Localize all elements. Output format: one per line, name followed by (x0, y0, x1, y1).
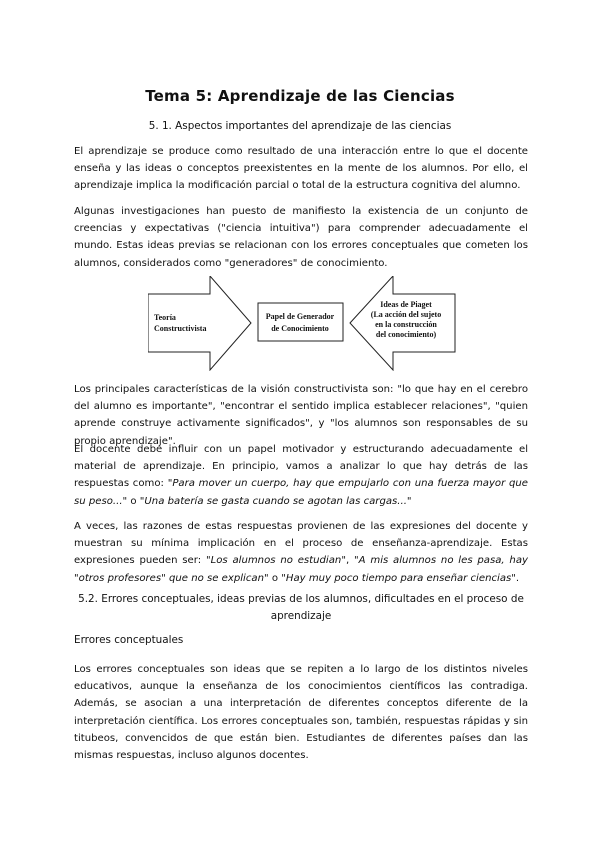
paragraph-5-separator-2: o (268, 572, 282, 584)
subheading-errores: Errores conceptuales (74, 634, 184, 646)
paragraph-5-end: . (515, 572, 520, 584)
paragraph-4-text: El docente debe influir con un papel motivador y estructurando adecuadamente el material de aprendizaje. En principio, vamos a analizar lo que hay detrás de las respuestas como: (74, 444, 528, 490)
page-title: Tema 5: Aprendizaje de las Ciencias (145, 87, 455, 105)
right-label-line3: en la construcción (375, 320, 437, 329)
right-label-line1: Ideas de Piaget (380, 300, 432, 309)
paragraph-6: Los errores conceptuales son ideas que se repiten a lo largo de los distintos niveles educativos, aunque la enseñanza de los conocimientos científicos las contradiga. Además, se asocian a una interpretación de diferentes conceptos diferente de la interpretación científica. Los errores conceptuales son, también, respuestas rápidas y sin titubeos, convencidos de que están bien. Estudiantes de diferentes países dan las mismas respuestas, incluso algunos docentes. (74, 664, 528, 762)
paragraph-4 (74, 441, 528, 510)
paragraph-5-text: A veces, las razones de estas respuestas provienen de las expresiones del docente y muestran su mínima implicación en el proceso de enseñanza-aprendizaje. Estas expresiones pueden ser: (74, 521, 528, 567)
paragraph-5-quote-1: "Los alumnos no estudian" (205, 555, 346, 567)
paragraph-5 (74, 518, 528, 587)
paragraph-4-quote-2: "Una batería se gasta cuando se agotan las cargas..." (139, 495, 412, 507)
paragraph-5-separator-1: , (345, 555, 354, 567)
center-label-line1: Papel de Generador (265, 312, 335, 321)
left-label-line1: Teoría (154, 313, 176, 322)
paragraph-3: Los principales características de la visión constructivista son: "lo que hay en el cerebro del alumno es importante", "encontrar el sentido implica establecer relaciones", "quien aprende construye activamente significados", y "los alumnos son responsables de su propio aprendizaje". (74, 384, 528, 447)
paragraph-2: Algunas investigaciones han puesto de manifiesto la existencia de un conjunto de creencias y expectativas ("ciencia intuitiva") para comprender adecuadamente el mundo. Estas ideas previas se relacionan con los errores conceptuales que cometen los alumnos, considerados como "generadores" de conocimiento. (74, 206, 528, 269)
constructivism-diagram (148, 276, 458, 371)
right-label-line2: (La acción del sujeto (370, 310, 442, 319)
paragraph-1: El aprendizaje se produce como resultado de una interacción entre lo que el docente enseña y las ideas o conceptos preexistentes en la mente de los alumnos. Por ello, el aprendizaje implica la modificación parcial o total de la estructura cognitiva del alumno. (74, 146, 528, 192)
center-box (258, 303, 343, 341)
section-2-heading: 5.2. Errores conceptuales, ideas previas de los alumnos, dificultades en el proceso de aprendizaje (78, 593, 524, 622)
center-label-line2: de Conocimiento (271, 324, 329, 333)
paragraph-5-quote-2: "A mis alumnos no les pasa, hay "otros profesores" que no se explican" (74, 555, 528, 584)
paragraph-4-quote-1: "Para mover un cuerpo, hay que empujarlo con una fuerza mayor que su peso..." (74, 478, 529, 507)
left-label-line2: Constructivista (154, 324, 207, 333)
section-1-heading: 5. 1. Aspectos importantes del aprendizaje de las ciencias (148, 120, 452, 132)
left-arrow-shape (148, 276, 251, 370)
paragraph-4-connector: o (127, 495, 140, 507)
paragraph-5-quote-3: "Hay muy poco tiempo para enseñar ciencias" (281, 572, 516, 584)
right-label-line4: del conocimiento) (375, 330, 437, 339)
